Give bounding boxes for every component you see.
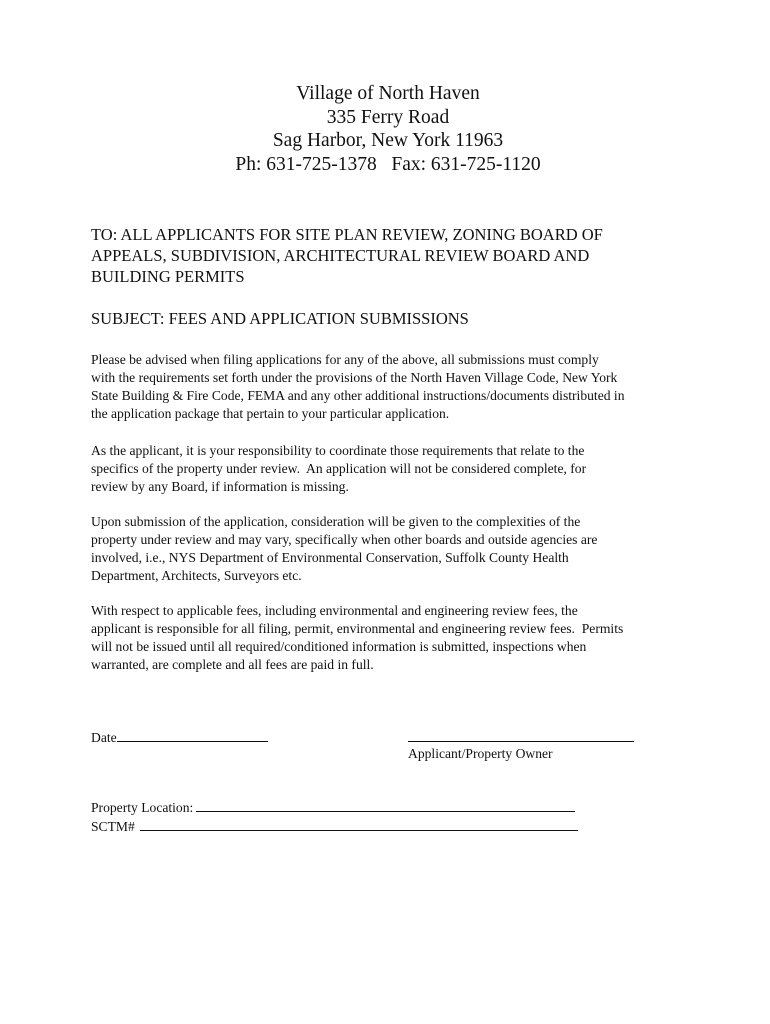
sctm-label: SCTM# — [91, 819, 135, 834]
recipient-line: TO: ALL APPLICANTS FOR SITE PLAN REVIEW, ZONING BOARD OF — [91, 225, 603, 244]
paragraph-line: Please be advised when filing applications for any of the above, all submissions must comply — [91, 352, 599, 367]
phone-fax: Ph: 631-725-1378 Fax: 631-725-1120 — [235, 153, 541, 175]
sctm-line[interactable] — [140, 817, 578, 831]
paragraph-line: property under review and may vary, specifically when other boards and outside agencies are — [91, 532, 598, 547]
date-label: Date — [91, 730, 117, 745]
street-address: 335 Ferry Road — [326, 106, 450, 128]
paragraph-line: applicant is responsible for all filing, permit, environmental and engineering review fees. Permits — [91, 621, 624, 636]
paragraph-line: As the applicant, it is your responsibility to coordinate those requirements that relate to the — [91, 443, 585, 458]
paragraph-line: State Building & Fire Code, FEMA and any other additional instructions/documents distributed in — [91, 388, 625, 403]
recipient-line: APPEALS, SUBDIVISION, ARCHITECTURAL REVIEW BOARD AND — [91, 246, 590, 265]
paragraph-fees — [91, 602, 691, 674]
paragraph-line: warranted, are complete and all fees are paid in full. — [91, 657, 374, 672]
paragraph-line: with the requirements set forth under the provisions of the North Haven Village Code, New York — [91, 370, 618, 385]
recipient-line: BUILDING PERMITS — [91, 267, 245, 286]
paragraph-line: the application package that pertain to your particular application. — [91, 406, 450, 421]
letterhead — [0, 82, 770, 176]
paragraph-line: Department, Architects, Surveyors etc. — [91, 568, 302, 583]
sctm-row — [91, 817, 691, 836]
subject-line: SUBJECT: FEES AND APPLICATION SUBMISSIONS — [91, 309, 469, 328]
property-location-row — [91, 798, 691, 817]
paragraph-line: review by any Board, if information is missing. — [91, 479, 349, 494]
paragraph-line: With respect to applicable fees, including environmental and engineering review fees, the — [91, 603, 578, 618]
property-location-line[interactable] — [196, 798, 575, 812]
owner-signature-line[interactable] — [408, 728, 634, 742]
property-fields — [91, 798, 691, 836]
date-blank-line[interactable] — [117, 728, 268, 742]
paragraph-line: Upon submission of the application, consideration will be given to the complexities of the — [91, 514, 581, 529]
paragraph-line: specifics of the property under review. An application will not be considered complete, for — [91, 461, 587, 476]
paragraph-complexities — [91, 513, 691, 585]
property-location-label: Property Location: — [91, 800, 194, 815]
paragraph-line: will not be issued until all required/conditioned information is submitted, inspections when — [91, 639, 587, 654]
city-state-zip: Sag Harbor, New York 11963 — [272, 130, 504, 151]
paragraph-advisory — [91, 351, 691, 423]
date-field — [91, 728, 268, 747]
village-name: Village of North Haven — [296, 83, 480, 104]
owner-caption: Applicant/Property Owner — [408, 746, 553, 761]
paragraph-line: involved, i.e., NYS Department of Environmental Conservation, Suffolk County Health — [91, 550, 569, 565]
signature-row — [91, 728, 691, 768]
paragraph-responsibility — [91, 442, 691, 496]
recipient-block — [91, 224, 711, 287]
